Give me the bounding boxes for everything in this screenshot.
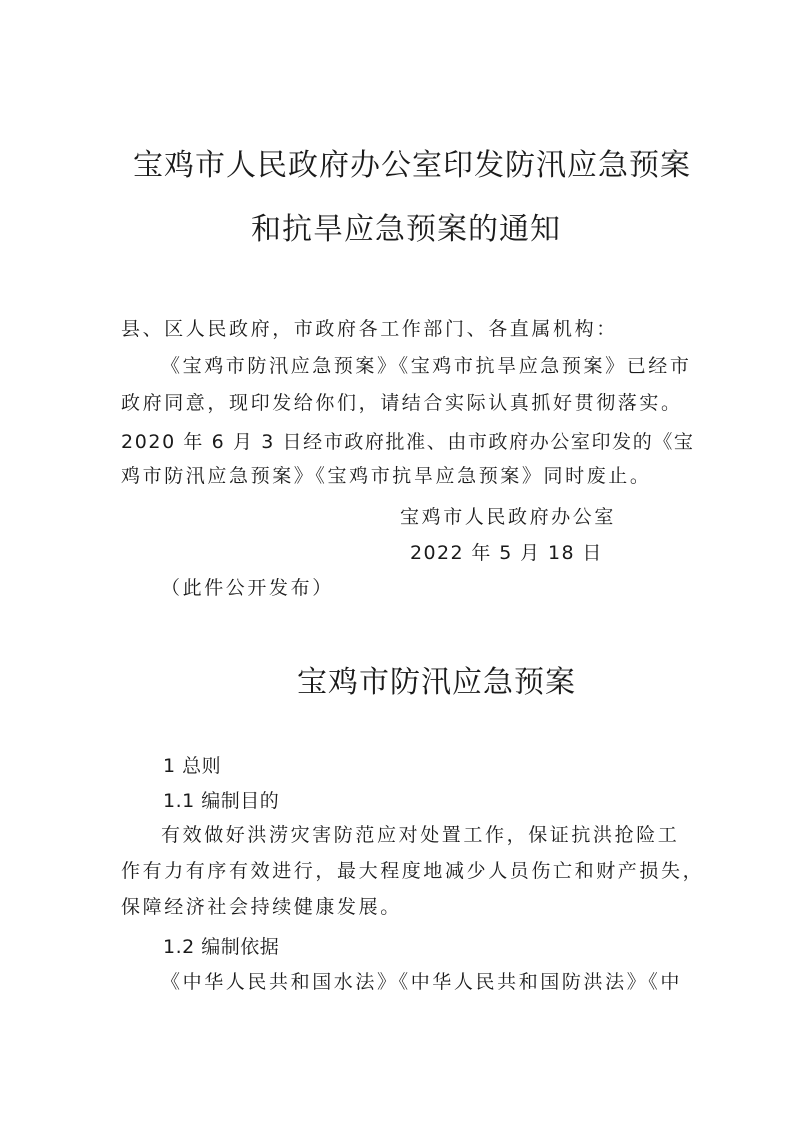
notice-body-line: 政府同意，现印发给你们，请结合实际认真抓好贯彻落实。 bbox=[121, 392, 683, 414]
paragraph-line: 《中华人民共和国水法》《中华人民共和国防洪法》《中 bbox=[161, 971, 683, 993]
notice-body-line: 鸡市防汛应急预案》《宝鸡市抗旱应急预案》同时废止。 bbox=[121, 465, 652, 487]
signature-organization: 宝鸡市人民政府办公室 bbox=[400, 506, 617, 528]
signature-date: 2022 年 5 月 18 日 bbox=[410, 542, 603, 564]
paragraph-line: 保障经济社会持续健康发展。 bbox=[121, 896, 402, 918]
notice-body-line: 2020 年 6 月 3 日经市政府批准、由市政府办公室印发的《宝 bbox=[121, 431, 695, 453]
section-heading: 1.2 编制依据 bbox=[163, 936, 280, 958]
plan-title: 宝鸡市防汛应急预案 bbox=[297, 665, 576, 700]
paragraph-line: 有效做好洪涝灾害防范应对处置工作，保证抗洪抢险工 bbox=[161, 824, 680, 846]
paragraph-line: 作有力有序有效进行，最大程度地减少人员伤亡和财产损失， bbox=[121, 860, 705, 882]
notice-title-line-2: 和抗旱应急预案的通知 bbox=[251, 212, 561, 247]
notice-title-line-1: 宝鸡市人民政府办公室印发防汛应急预案 bbox=[133, 148, 691, 183]
notice-body-line: 《宝鸡市防汛应急预案》《宝鸡市抗旱应急预案》已经市 bbox=[161, 355, 692, 377]
publication-note: （此件公开发布） bbox=[161, 577, 334, 599]
section-heading: 1 总则 bbox=[163, 755, 222, 777]
section-heading: 1.1 编制目的 bbox=[163, 790, 280, 812]
notice-salutation: 县、区人民政府，市政府各工作部门、各直属机构： bbox=[121, 318, 618, 340]
